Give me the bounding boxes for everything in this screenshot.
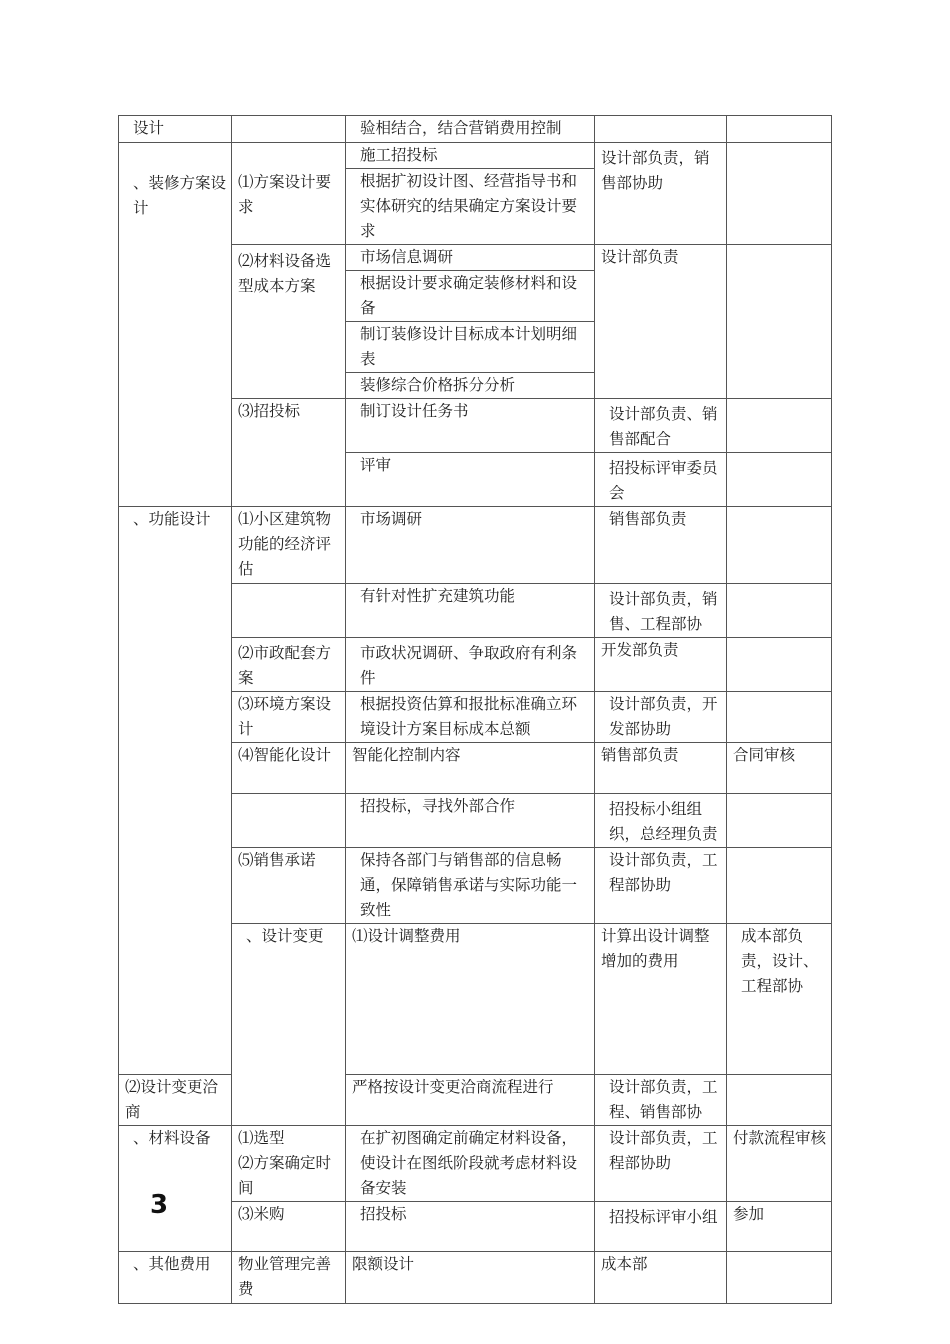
category-cell: 、材料设备: [119, 1126, 232, 1252]
content-cell: 智能化控制内容: [346, 743, 595, 794]
owner-cell: 成本部负责，设计、工程部协: [727, 924, 832, 1075]
owner-cell: 设计部负责，工程部协助: [595, 1126, 727, 1202]
item-cell: ⑶米购: [232, 1202, 346, 1252]
note-cell: [727, 1252, 832, 1304]
item-line: ⑵方案确定时间: [238, 1154, 332, 1197]
content-cell: 装修综合价格拆分分析: [346, 373, 595, 399]
content-cell: 在扩初图确定前确定材料设备，使设计在图纸阶段就考虑材料设备安装: [346, 1126, 595, 1202]
item-cell: ⑶环境方案设计: [232, 692, 346, 743]
content-cell: 招投标: [346, 1202, 595, 1252]
note-cell: [727, 143, 832, 245]
owner-cell: 设计部负责，工程、销售部协: [595, 1075, 727, 1126]
item-cell: ⑶招投标: [232, 399, 346, 507]
item-cell: [232, 794, 346, 848]
content-cell: 根据投资估算和报批标准确立环境设计方案目标成本总额: [346, 692, 595, 743]
owner-cell: 招投标评审小组: [595, 1202, 727, 1252]
note-cell: [727, 584, 832, 638]
item-cell: ⑸销售承诺: [232, 848, 346, 924]
note-cell: 付款流程审核: [727, 1126, 832, 1202]
content-cell: 市政状况调研、争取政府有利条件: [346, 638, 595, 692]
category-cell: 、装修方案设计: [119, 143, 232, 507]
item-cell: [232, 584, 346, 638]
content-cell: 限额设计: [346, 1252, 595, 1304]
item-line: ⑴选型: [238, 1129, 285, 1147]
note-cell: 参加: [727, 1202, 832, 1252]
note-cell: [727, 848, 832, 924]
note-cell: [727, 1075, 832, 1126]
content-cell: 施工招投标: [346, 143, 595, 169]
content-cell: 制订设计任务书: [346, 399, 595, 453]
item-cell: ⑵市政配套方案: [232, 638, 346, 692]
content-cell: 根据设计要求确定装修材料和设备: [346, 271, 595, 322]
owner-cell: 成本部: [595, 1252, 727, 1304]
owner-cell: [595, 116, 727, 143]
item-cell: 物业管理完善费: [232, 1252, 346, 1304]
page-number: 3: [150, 1190, 169, 1220]
content-cell: 招投标，寻找外部合作: [346, 794, 595, 848]
category-cell: 、功能设计: [119, 507, 232, 1075]
owner-cell: 设计部负责，销售、工程部协: [595, 584, 727, 638]
category-cell: 设计: [119, 116, 232, 143]
note-cell: [727, 453, 832, 507]
content-cell: 评审: [346, 453, 595, 507]
note-cell: [727, 116, 832, 143]
owner-cell: 招投标小组组织，总经理负责: [595, 794, 727, 848]
content-cell: 验相结合，结合营销费用控制: [346, 116, 595, 143]
owner-cell: 设计部负责: [595, 245, 727, 399]
item-cell: [232, 116, 346, 143]
cost-control-table: [118, 115, 832, 1304]
owner-cell: 招投标评审委员会: [595, 453, 727, 507]
owner-cell: 设计部负责，销售部协助: [595, 143, 727, 245]
owner-cell: 开发部负责: [595, 638, 727, 692]
owner-cell: 设计部负责、销售部配合: [595, 399, 727, 453]
note-cell: [727, 399, 832, 453]
note-cell: [727, 245, 832, 399]
item-cell: ⑵材料设备选型成本方案: [232, 245, 346, 399]
category-cell: 、其他费用: [119, 1252, 232, 1304]
item-cell: ⑴方案设计要求: [232, 143, 346, 245]
category-cell: 、设计变更: [232, 924, 346, 1126]
owner-cell: 销售部负责: [595, 507, 727, 584]
content-cell: 根据扩初设计图、经营指导书和实体研究的结果确定方案设计要求: [346, 169, 595, 245]
item-cell: ⑴小区建筑物功能的经济评估: [232, 507, 346, 584]
content-cell: 有针对性扩充建筑功能: [346, 584, 595, 638]
owner-cell: 销售部负责: [595, 743, 727, 794]
note-cell: 合同审核: [727, 743, 832, 794]
item-cell: ⑷智能化设计: [232, 743, 346, 794]
item-cell: ⑴设计调整费用: [346, 924, 595, 1075]
item-cell: ⑵设计变更洽商: [119, 1075, 232, 1126]
note-cell: [727, 638, 832, 692]
note-cell: [727, 507, 832, 584]
item-cell: [232, 1126, 346, 1202]
owner-cell: 设计部负责，开发部协助: [595, 692, 727, 743]
content-cell: 保持各部门与销售部的信息畅通，保障销售承诺与实际功能一致性: [346, 848, 595, 924]
content-cell: 市场信息调研: [346, 245, 595, 271]
content-cell: 计算出设计调整增加的费用: [595, 924, 727, 1075]
content-cell: 严格按设计变更洽商流程进行: [346, 1075, 595, 1126]
owner-cell: 设计部负责，工程部协助: [595, 848, 727, 924]
note-cell: [727, 794, 832, 848]
content-cell: 市场调研: [346, 507, 595, 584]
content-cell: 制订装修设计目标成本计划明细表: [346, 322, 595, 373]
note-cell: [727, 692, 832, 743]
